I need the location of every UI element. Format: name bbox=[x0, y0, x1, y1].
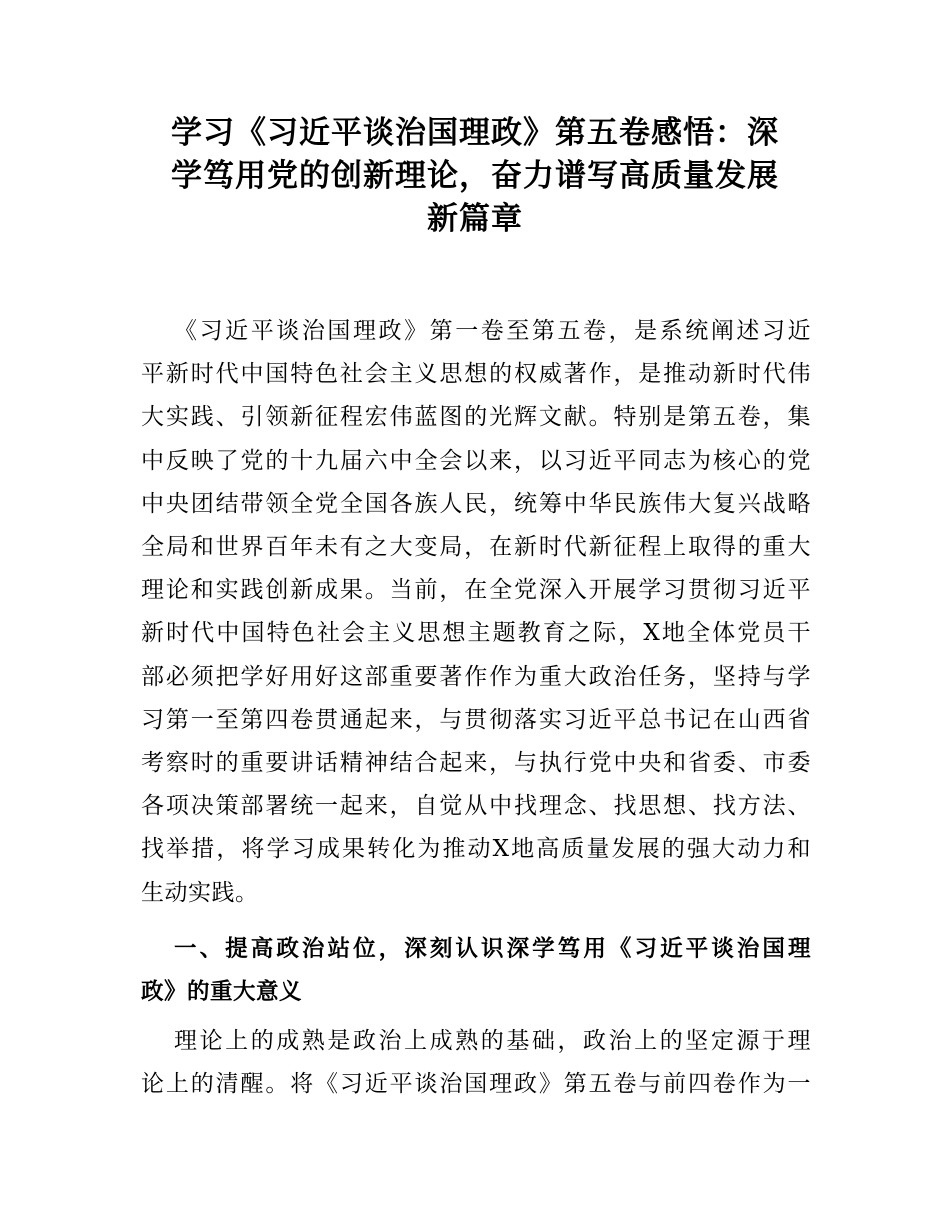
heading-line: 一、提高政治站位，深刻认识深学笃用《习近平谈治国理 bbox=[174, 936, 811, 962]
paragraph-line: 部必须把学好用好这部重要著作作为重大政治任务，坚持与学 bbox=[141, 663, 811, 690]
section-1-paragraph bbox=[141, 1020, 811, 1106]
paragraph-line: 全局和世界百年未有之大变局，在新时代新征程上取得的重大 bbox=[141, 534, 811, 561]
paragraph-line: 习第一至第四卷贯通起来，与贯彻落实习近平总书记在山西省 bbox=[141, 706, 811, 733]
title-line: 学笃用党的创新理论，奋力谱写高质量发展 bbox=[171, 158, 779, 194]
intro-paragraph bbox=[141, 310, 811, 915]
title-line: 新篇章 bbox=[427, 201, 523, 237]
paragraph-line: 各项决策部署统一起来，自觉从中找理念、找思想、找方法、 bbox=[141, 793, 811, 820]
paragraph-line: 找举措，将学习成果转化为推动X地高质量发展的强大动力和 bbox=[141, 836, 811, 863]
section-heading-1 bbox=[141, 928, 811, 1014]
document-title bbox=[140, 112, 810, 241]
paragraph-line: 理论上的成熟是政治上成熟的基础，政治上的坚定源于理 bbox=[174, 1028, 811, 1054]
heading-line: 政》的重大意义 bbox=[141, 979, 303, 1006]
paragraph-line: 生动实践。 bbox=[141, 879, 259, 906]
paragraph-line: 新时代中国特色社会主义思想主题教育之际，X地全体党员干 bbox=[141, 620, 811, 647]
paragraph-line: 考察时的重要讲话精神结合起来，与执行党中央和省委、市委 bbox=[141, 750, 811, 777]
title-line: 学习《习近平谈治国理政》第五卷感悟：深 bbox=[171, 115, 779, 151]
paragraph-line: 论上的清醒。将《习近平谈治国理政》第五卷与前四卷作为一 bbox=[141, 1071, 811, 1098]
paragraph-line: 中央团结带领全党全国各族人民，统筹中华民族伟大复兴战略 bbox=[141, 490, 811, 517]
paragraph-line: 理论和实践创新成果。当前，在全党深入开展学习贯彻习近平 bbox=[141, 577, 811, 604]
paragraph-line: 《习近平谈治国理政》第一卷至第五卷，是系统阐述习近 bbox=[174, 318, 811, 344]
paragraph-line: 中反映了党的十九届六中全会以来，以习近平同志为核心的党 bbox=[141, 447, 811, 474]
paragraph-line: 大实践、引领新征程宏伟蓝图的光辉文献。特别是第五卷，集 bbox=[141, 404, 811, 431]
paragraph-line: 平新时代中国特色社会主义思想的权威著作，是推动新时代伟 bbox=[141, 361, 811, 388]
